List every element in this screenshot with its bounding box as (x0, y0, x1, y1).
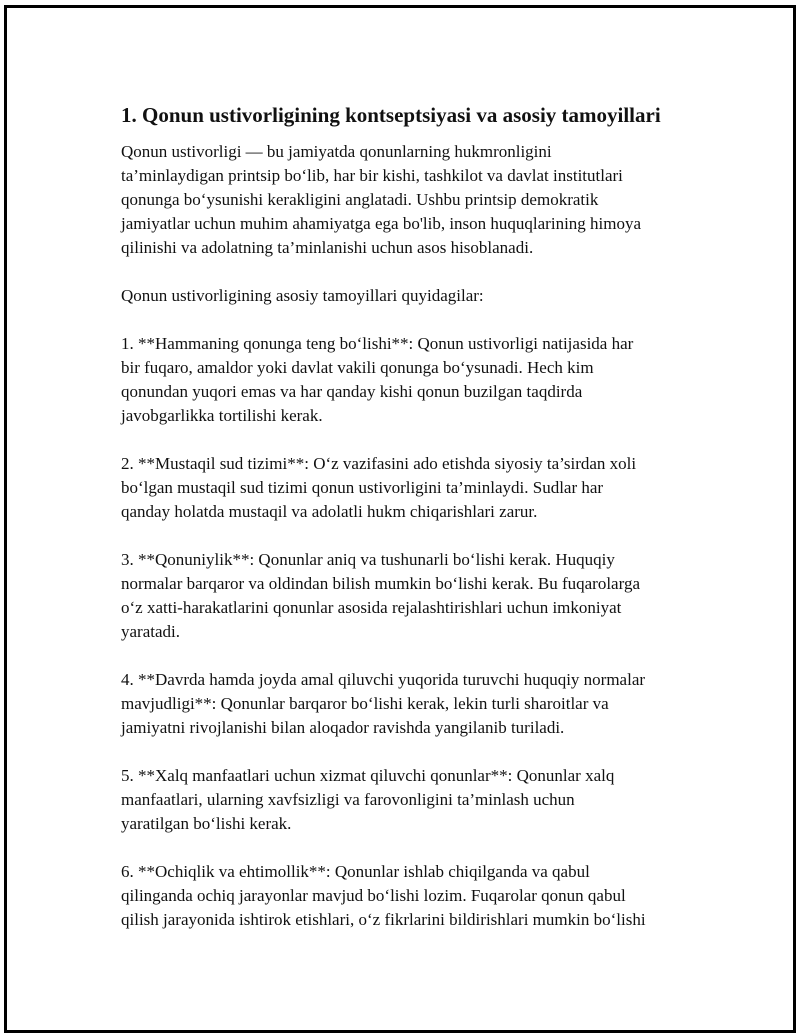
document-page (4, 5, 796, 1033)
document-title: 1. Qonun ustivorligining kontseptsiyasi va asosiy tamoyillari (121, 103, 661, 127)
paragraph-principle-5: 5. **Xalq manfaatlari uchun xizmat qiluvchi qonunlar**: Qonunlar xalq manfaatlari, ularning xavfsizligi va farovonligini ta’minlash uchun yaratilgan bo‘lishi kerak. (121, 766, 615, 833)
paragraph-principle-2: 2. **Mustaqil sud tizimi**: O‘z vazifasini ado etishda siyosiy ta’sirdan xoli bo‘lgan mustaqil sud tizimi qonun ustivorligini ta’minlaydi. Sudlar har qanday holatda mustaqil va adolatli hukm chiqarishlari zarur. (121, 454, 637, 521)
document-body (121, 102, 701, 956)
paragraph-principle-3: 3. **Qonuniylik**: Qonunlar aniq va tushunarli bo‘lishi kerak. Huquqiy normalar barqaror va oldindan bilish mumkin bo‘lishi kerak. Bu fuqarolarga o‘z xatti-harakatlarini qonunlar asosida rejalashtirishlari uchun imkoniyat yaratadi. (121, 550, 640, 641)
paragraph-principles-lead: Qonun ustivorligining asosiy tamoyillari quyidagilar: (121, 286, 484, 305)
paragraph-principle-1: 1. **Hammaning qonunga teng bo‘lishi**: Qonun ustivorligi natijasida har bir fuqaro, amaldor yoki davlat vakili qonunga bo‘ysunadi. Hech kim qonundan yuqori emas va har qanday kishi qonun buzilgan taqdirda javobgarlikka tortilishi kerak. (121, 334, 634, 425)
paragraph-principle-6: 6. **Ochiqlik va ehtimollik**: Qonunlar ishlab chiqilganda va qabul qilinganda ochiq jarayonlar mavjud bo‘lishi lozim. Fuqarolar qonun qabul qilish jarayonida ishtirok etishlari, o‘z fikrlarini bildirishlari mumkin bo‘lishi (121, 862, 646, 929)
paragraph-intro: Qonun ustivorligi — bu jamiyatda qonunlarning hukmronligini ta’minlaydigan printsip bo‘lib, har bir kishi, tashkilot va davlat institutlari qonunga bo‘ysunishi kerakligini anglatadi. Ushbu printsip demokratik jamiyatlar uchun muhim ahamiyatga ega bo'lib, inson huquqlarining himoya qilinishi va adolatning ta’minlanishi uchun asos hisoblanadi. (121, 142, 642, 257)
paragraph-principle-4: 4. **Davrda hamda joyda amal qiluvchi yuqorida turuvchi huquqiy normalar mavjudligi**: Qonunlar barqaror bo‘lishi kerak, lekin turli sharoitlar va jamiyatni rivojlanishi bilan aloqador ravishda yangilanib turiladi. (121, 670, 646, 737)
